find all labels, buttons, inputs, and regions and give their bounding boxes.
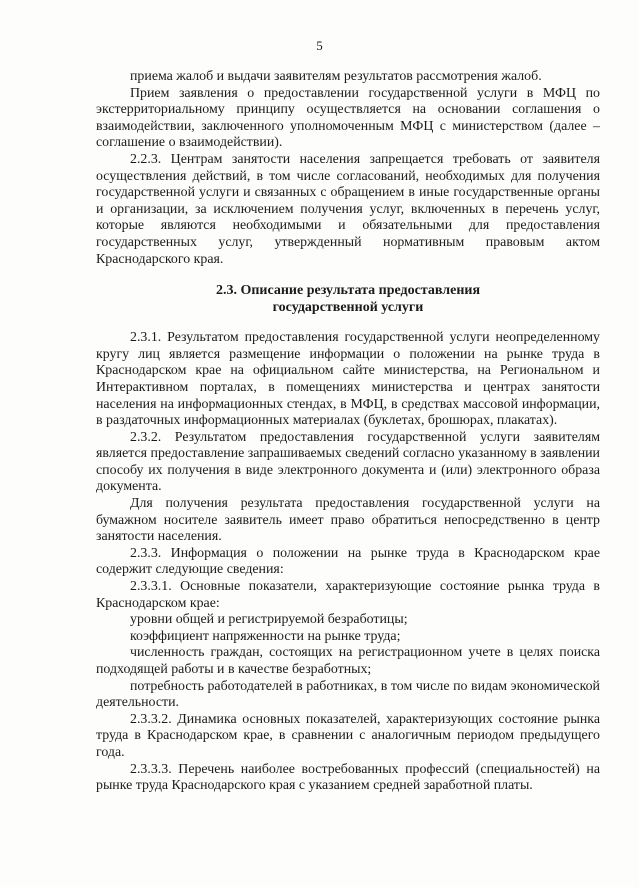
section-heading-line: 2.3. Описание результата предоставления	[215, 283, 481, 299]
list-item: потребность работодателей в работниках, в том числе по видам экономической деятельности.	[96, 678, 600, 711]
paragraph: 2.2.3. Центрам занятости населения запрещается требовать от заявителя осуществления действий, в том числе согласований, необходимых для получения государственной услуги и связанных с обращением в иные государственные органы и организации, за исключением получения услуг, включенных в перечень услуг, которые являются необходимыми и обязательными для предоставления государственных услуг, утвержденный нормативным правовым актом Краснодарского края.	[96, 151, 600, 267]
list-item: уровни общей и регистрируемой безработицы;	[130, 612, 408, 628]
paragraph: приема жалоб и выдачи заявителям результатов рассмотрения жалоб.	[130, 69, 542, 84]
paragraph: 2.3.3. Информация о положении на рынке труда в Краснодарском крае содержит следующие сведения:	[96, 545, 600, 578]
paragraph: 2.3.3.3. Перечень наиболее востребованных профессий (специальностей) на рынке труда Краснодарского края с указанием средней заработной платы.	[96, 761, 600, 794]
document-body	[96, 69, 600, 795]
paragraph: Для получения результата предоставления государственной услуги на бумажном носителе заявитель имеет право обратиться непосредственно в центр занятости населения.	[96, 496, 600, 545]
paragraph: 2.3.3.1. Основные показатели, характеризующие состояние рынка труда в Краснодарском крае:	[96, 579, 600, 611]
paragraph: Прием заявления о предоставлении государственной услуги в МФЦ по экстерриториальному принципу осуществляется на основании соглашения о взаимодействии, заключенного уполномоченным МФЦ с министерством (далее – соглашение о взаимодействии).	[96, 85, 600, 151]
list-item: численность граждан, состоящих на регистрационном учете в целях поиска подходящей работы и в качестве безработных;	[96, 645, 600, 677]
paragraph: 2.3.3.2. Динамика основных показателей, характеризующих состояние рынка труда в Краснодарском крае, в сравнении с аналогичным периодом предыдущего года.	[96, 711, 600, 760]
list-item: коэффициент напряженности на рынке труда;	[130, 628, 401, 644]
paragraph: 2.3.1. Результатом предоставления государственной услуги неопределенному кругу лиц является размещение информации о положении на рынке труда в Краснодарском крае на официальном сайте министерства, на Региональном и Интерактивном порталах, в помещениях министерства и центрах занятости населения на информационных стендах, в МФЦ, в средствах массовой информации, в раздаточных информационных материалах (буклетах, брошюрах, плакатах).	[96, 330, 600, 429]
paragraph: 2.3.2. Результатом предоставления государственной услуги заявителям является предоставление запрашиваемых сведений согласно указанному в заявлении способу их получения в виде электронного документа и (или) электронного образа документа.	[96, 429, 600, 495]
page-number: 5	[316, 38, 323, 53]
section-heading	[96, 282, 600, 316]
section-heading-line: государственной услуги	[272, 300, 424, 316]
